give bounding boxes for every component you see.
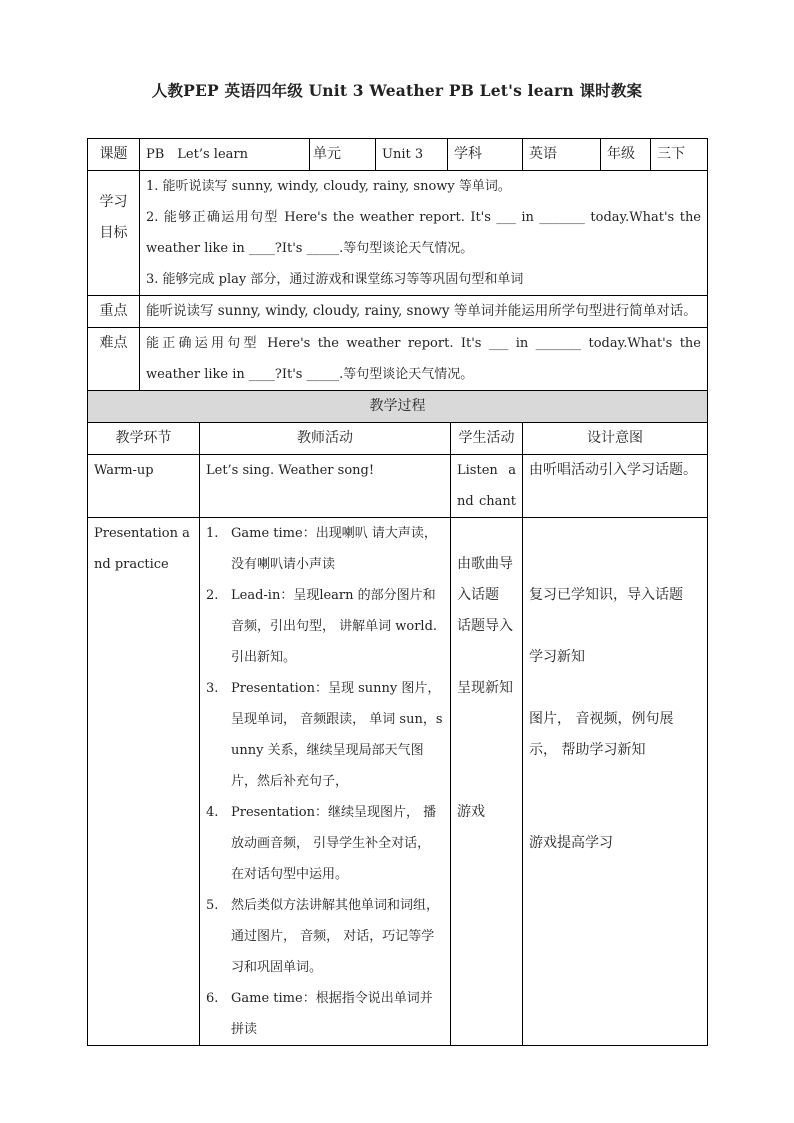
presentation-stage: Presentation and practice bbox=[88, 518, 200, 1046]
step-text: Game time：根据指令说出单词并拼读 bbox=[231, 991, 433, 1037]
goals-content bbox=[140, 171, 708, 296]
difficulties-row bbox=[88, 328, 708, 391]
warmup-row bbox=[88, 455, 708, 518]
goal-line-3: weather like in ____?It's _____.等句型谈论天气情况。 bbox=[146, 241, 474, 256]
teacher-step bbox=[206, 797, 444, 890]
goals-label-text: 学习目标 bbox=[99, 194, 128, 241]
teacher-step bbox=[206, 983, 444, 1045]
student-note: 由歌曲导入话题 bbox=[457, 556, 514, 603]
student-note: 游戏 bbox=[457, 804, 486, 820]
key-points-row bbox=[88, 296, 708, 328]
process-heading-row bbox=[88, 391, 708, 423]
difficulty-line-2: weather like in ____?It's _____.等句型谈论天气情况。 bbox=[146, 367, 474, 382]
teacher-step bbox=[206, 890, 444, 983]
step-text: Presentation：呈现 sunny 图片， 呈现单词， 音频跟读， 单词 sun，sunny 关系，继续呈现局部天气图片，然后补充句子， bbox=[231, 681, 443, 789]
grade-value: 三下 bbox=[651, 139, 708, 171]
process-header-row bbox=[88, 423, 708, 455]
column-header-student: 学生活动 bbox=[451, 423, 523, 455]
difficulty-line-1: 能正确运用句型 Here's the weather report. It's ___ in _______ today.What's the bbox=[146, 336, 702, 351]
purpose-note: 图片， 音视频，例句展示， 帮助学习新知 bbox=[529, 711, 674, 758]
warmup-student: Listen and chant bbox=[451, 455, 523, 518]
teacher-step bbox=[206, 580, 444, 673]
subject-value: 英语 bbox=[523, 139, 601, 171]
grade-label: 年级 bbox=[601, 139, 651, 171]
topic-value: PB Let’s learn bbox=[140, 139, 310, 171]
presentation-student bbox=[451, 518, 523, 1046]
subject-label: 学科 bbox=[448, 139, 523, 171]
warmup-teacher: Let’s sing. Weather song! bbox=[200, 455, 451, 518]
column-header-stage: 教学环节 bbox=[88, 423, 200, 455]
step-text: Lead-in：呈现learn 的部分图片和音频，引出句型， 讲解单词 world. 引出新知。 bbox=[231, 588, 438, 665]
step-number: 6. bbox=[206, 991, 219, 1006]
lesson-plan-table bbox=[87, 138, 707, 1046]
step-number: 2. bbox=[206, 588, 219, 603]
teacher-step bbox=[206, 673, 444, 797]
difficulties-content bbox=[140, 328, 708, 391]
key-points-text: 能听说读写 sunny, windy, cloudy, rainy, snowy 等单词并能运用所学句型进行简单对话。 bbox=[140, 296, 708, 328]
purpose-note: 游戏提高学习 bbox=[529, 835, 614, 851]
column-header-teacher: 教师活动 bbox=[200, 423, 451, 455]
info-row bbox=[88, 139, 708, 171]
step-text: 然后类似方法讲解其他单词和词组，通过图片， 音频， 对话，巧记等学习和巩固单词。 bbox=[231, 898, 440, 975]
goals-label bbox=[88, 171, 140, 296]
goals-row bbox=[88, 171, 708, 296]
difficulties-label: 难点 bbox=[88, 328, 140, 391]
goal-line-1: 1. 能听说读写 sunny, windy, cloudy, rainy, snowy 等单词。 bbox=[146, 179, 511, 194]
step-text: Presentation：继续呈现图片， 播放动画音频， 引导学生补全对话， 在对话句型中运用。 bbox=[231, 805, 437, 882]
teacher-step bbox=[206, 518, 444, 580]
student-note: 呈现新知 bbox=[457, 680, 514, 696]
presentation-teacher bbox=[200, 518, 451, 1046]
presentation-row bbox=[88, 518, 708, 1046]
goal-line-2: 2. 能够正确运用句型 Here's the weather report. It's ___ in _______ today.What's the bbox=[146, 210, 702, 225]
presentation-purpose bbox=[523, 518, 708, 1046]
step-number: 4. bbox=[206, 805, 219, 820]
process-heading: 教学过程 bbox=[88, 391, 708, 423]
topic-label: 课题 bbox=[88, 139, 140, 171]
step-text: Game time：出现喇叭 请大声读， 没有喇叭请小声读 bbox=[231, 526, 437, 572]
warmup-stage: Warm-up bbox=[88, 455, 200, 518]
unit-label: 单元 bbox=[310, 139, 376, 171]
step-number: 3. bbox=[206, 681, 219, 696]
student-note: 话题导入 bbox=[457, 618, 514, 634]
step-number: 5. bbox=[206, 898, 219, 913]
goal-line-4: 3. 能够完成 play 部分，通过游戏和课堂练习等等巩固句型和单词 bbox=[146, 272, 524, 287]
document-title: 人教PEP 英语四年级 Unit 3 Weather PB Let's learn 课时教案 bbox=[151, 81, 643, 100]
step-number: 1. bbox=[206, 526, 219, 541]
purpose-note: 复习已学知识，导入话题 bbox=[529, 587, 684, 603]
teacher-steps-list bbox=[206, 518, 444, 1045]
purpose-note: 学习新知 bbox=[529, 649, 586, 665]
key-points-label: 重点 bbox=[88, 296, 140, 328]
warmup-purpose: 由听唱活动引入学习话题。 bbox=[523, 455, 708, 518]
unit-value: Unit 3 bbox=[376, 139, 448, 171]
column-header-purpose: 设计意图 bbox=[523, 423, 708, 455]
